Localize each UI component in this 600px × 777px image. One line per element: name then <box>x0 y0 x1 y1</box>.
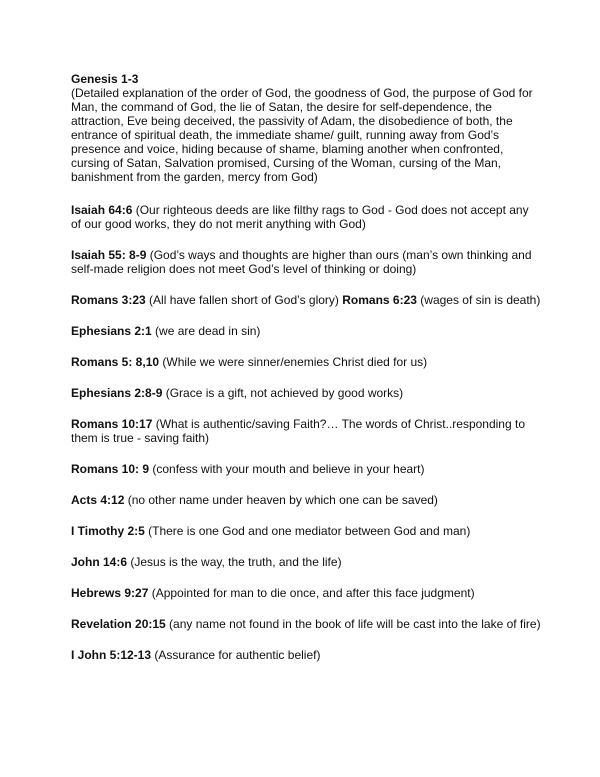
verse-note: (Assurance for authentic belief) <box>151 648 321 662</box>
entry-hebrews-9-27 <box>71 586 541 600</box>
verse-note: (All have fallen short of God’s glory) <box>145 293 343 307</box>
verse-reference: I John 5:12-13 <box>71 648 152 662</box>
verse-reference: Ephesians 2:1 <box>71 324 152 338</box>
verse-reference: Ephesians 2:8-9 <box>71 386 163 400</box>
verse-reference: Genesis 1-3 <box>71 72 139 86</box>
entry-romans-3-6 <box>71 293 541 307</box>
entry-john-14-6 <box>71 555 541 569</box>
verse-note: (Our righteous deeds are like filthy rags to God - God does not accept any of our good works, they do not merit anything with God) <box>71 203 529 231</box>
verse-note: (What is authentic/saving Faith?… The words of Christ..responding to them is true - saving faith) <box>71 417 525 445</box>
verse-note: (While we were sinner/enemies Christ died for us) <box>159 355 428 369</box>
verse-note: (There is one God and one mediator between God and man) <box>144 524 471 538</box>
verse-reference: Isaiah 64:6 <box>71 203 133 217</box>
entry-romans-10-9 <box>71 462 541 476</box>
verse-reference: Romans 3:23 <box>71 293 146 307</box>
verse-reference: Romans 10:17 <box>71 417 153 431</box>
entry-revelation-20-15 <box>71 617 541 631</box>
verse-reference: Romans 10: 9 <box>71 462 150 476</box>
verse-note: (God’s ways and thoughts are higher than ours (man’s own thinking and self-made religion does not meet God’s level of thinking or doing) <box>71 248 532 276</box>
verse-note: (confess with your mouth and believe in your heart) <box>149 462 425 476</box>
verse-reference: Acts 4:12 <box>71 493 125 507</box>
verse-note: (Grace is a gift, not achieved by good works) <box>162 386 404 400</box>
verse-reference: Revelation 20:15 <box>71 617 166 631</box>
verse-reference: Hebrews 9:27 <box>71 586 149 600</box>
verse-reference: John 14:6 <box>71 555 128 569</box>
verse-note: (Detailed explanation of the order of God, the goodness of God, the purpose of God for Man, the command of God, the lie of Satan, the desire for self-dependence, the attraction, Eve being deceived, the passivity of Adam, the disobedience of both, the entrance of spiritual death, the immediate shame/ guilt, running away from God’s presence and voice, hiding because of shame, blaming another when confronted, cursing of Satan, Salvation promised, Cursing of the Woman, cursing of the Man, banishment from the garden, mercy from God) <box>71 86 533 184</box>
document-page <box>71 72 541 679</box>
entry-isaiah-64 <box>71 203 541 231</box>
entry-1-john-5-12 <box>71 648 541 662</box>
verse-note: (Appointed for man to die once, and after this face judgment) <box>148 586 475 600</box>
entry-romans-5 <box>71 355 541 369</box>
verse-reference: Isaiah 55: 8-9 <box>71 248 147 262</box>
verse-reference: I Timothy 2:5 <box>71 524 145 538</box>
entry-acts-4-12 <box>71 493 541 507</box>
verse-note-secondary: (wages of sin is death) <box>416 293 541 307</box>
verse-reference-secondary: Romans 6:23 <box>342 293 417 307</box>
verse-reference: Romans 5: 8,10 <box>71 355 160 369</box>
entry-ephesians-2-8 <box>71 386 541 400</box>
entry-1-timothy-2-5 <box>71 524 541 538</box>
entry-ephesians-2-1 <box>71 324 541 338</box>
entry-genesis <box>71 72 541 184</box>
verse-note: (any name not found in the book of life will be cast into the lake of fire) <box>165 617 541 631</box>
verse-note: (Jesus is the way, the truth, and the life) <box>127 555 342 569</box>
verse-note: (we are dead in sin) <box>151 324 261 338</box>
verse-note: (no other name under heaven by which one can be saved) <box>124 493 438 507</box>
entry-romans-10-17 <box>71 417 541 445</box>
entry-isaiah-55 <box>71 248 541 276</box>
